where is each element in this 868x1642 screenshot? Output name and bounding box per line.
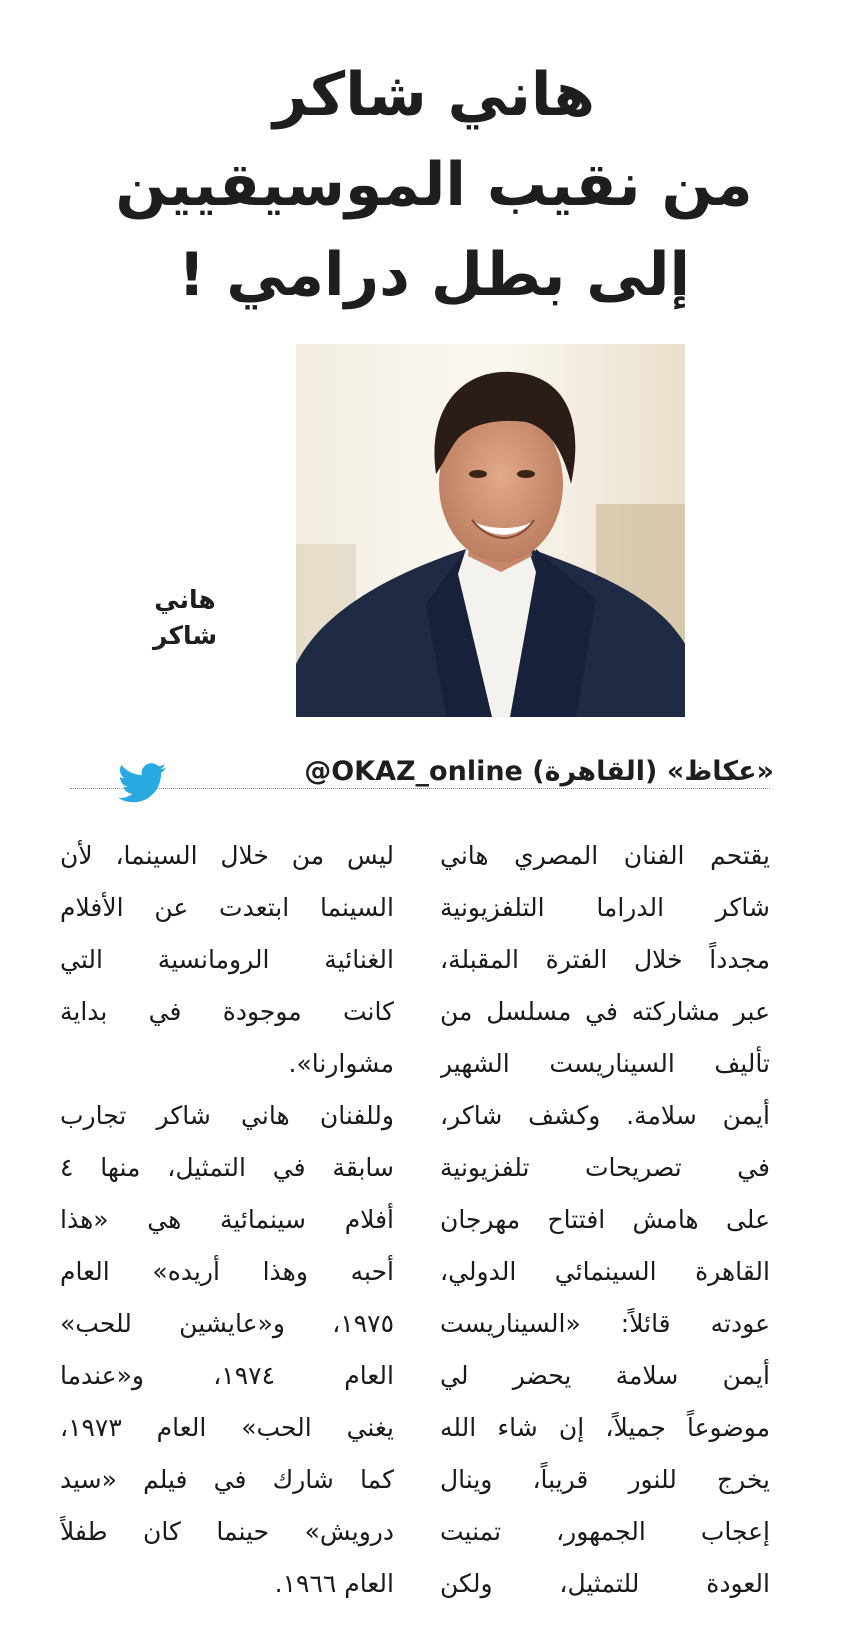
body-line: يغني الحب» العام ١٩٧٣، <box>60 1413 394 1442</box>
article-column-left <box>60 830 394 1610</box>
byline-source: «عكاظ» (القاهرة) <box>532 756 774 787</box>
body-line: على هامش افتتاح مهرجان <box>440 1205 770 1234</box>
body-line: القاهرة السينمائي الدولي، <box>440 1257 770 1286</box>
body-line: العام ١٩٦٦. <box>274 1569 394 1598</box>
body-line: الغنائية الرومانسية التي <box>60 945 394 974</box>
caption-line-2: شاكر <box>152 621 218 650</box>
body-line: السينما ابتعدت عن الأفلام <box>60 893 394 922</box>
article-column-right <box>440 830 770 1610</box>
body-line: عبر مشاركته في مسلسل من <box>440 997 770 1026</box>
body-line: مجدداً خلال الفترة المقبلة، <box>440 945 770 974</box>
headline-line-1: هاني شاكر <box>272 60 595 130</box>
body-line: في تصريحات تلفزيونية <box>440 1153 770 1182</box>
body-line: العام ١٩٧٤، و«عندما <box>60 1361 394 1390</box>
portrait-photo <box>296 344 685 717</box>
body-line: سابقة في التمثيل، منها ٤ <box>60 1153 394 1182</box>
body-line: أحبه وهذا أريده» العام <box>60 1257 394 1286</box>
body-line: يخرج للنور قريباً، وينال <box>440 1465 770 1494</box>
body-line: مشوارنا». <box>288 1049 394 1078</box>
body-line: عودته قائلاً: «السيناريست <box>440 1309 770 1338</box>
body-line: أيمن سلامة يحضر لي <box>440 1361 770 1390</box>
headline-line-2: من نقيب الموسيقيين <box>115 150 753 220</box>
body-line: العودة للتمثيل، ولكن <box>440 1569 770 1598</box>
body-line: موضوعاً جميلاً، إن شاء الله <box>440 1413 770 1442</box>
body-line: درويش» حينما كان طفلاً <box>60 1517 394 1546</box>
article-headline <box>60 50 808 320</box>
body-line: يقتحم الفنان المصري هاني <box>440 841 770 870</box>
byline-divider <box>70 788 770 789</box>
body-line: كانت موجودة في بداية <box>60 997 394 1026</box>
twitter-handle[interactable]: @OKAZ_online <box>304 756 523 787</box>
body-line: ١٩٧٥، و«عايشين للحب» <box>60 1309 394 1338</box>
body-line: تأليف السيناريست الشهير <box>440 1049 770 1078</box>
body-line: شاكر الدراما التلفزيونية <box>440 893 770 922</box>
body-line: ليس من خلال السينما، لأن <box>60 841 394 870</box>
headline-line-3: إلى بطل درامي ! <box>177 240 691 310</box>
byline <box>190 752 774 792</box>
twitter-bird-icon[interactable] <box>118 763 166 803</box>
body-line: وللفنان هاني شاكر تجارب <box>60 1101 394 1130</box>
caption-line-1: هاني <box>154 585 216 614</box>
body-line: أيمن سلامة. وكشف شاكر، <box>440 1101 770 1130</box>
photo-caption <box>130 582 240 654</box>
body-line: أفلام سينمائية هي «هذا <box>60 1205 394 1234</box>
body-line: كما شارك في فيلم «سيد <box>60 1465 394 1494</box>
body-line: إعجاب الجمهور، تمنيت <box>440 1517 770 1546</box>
